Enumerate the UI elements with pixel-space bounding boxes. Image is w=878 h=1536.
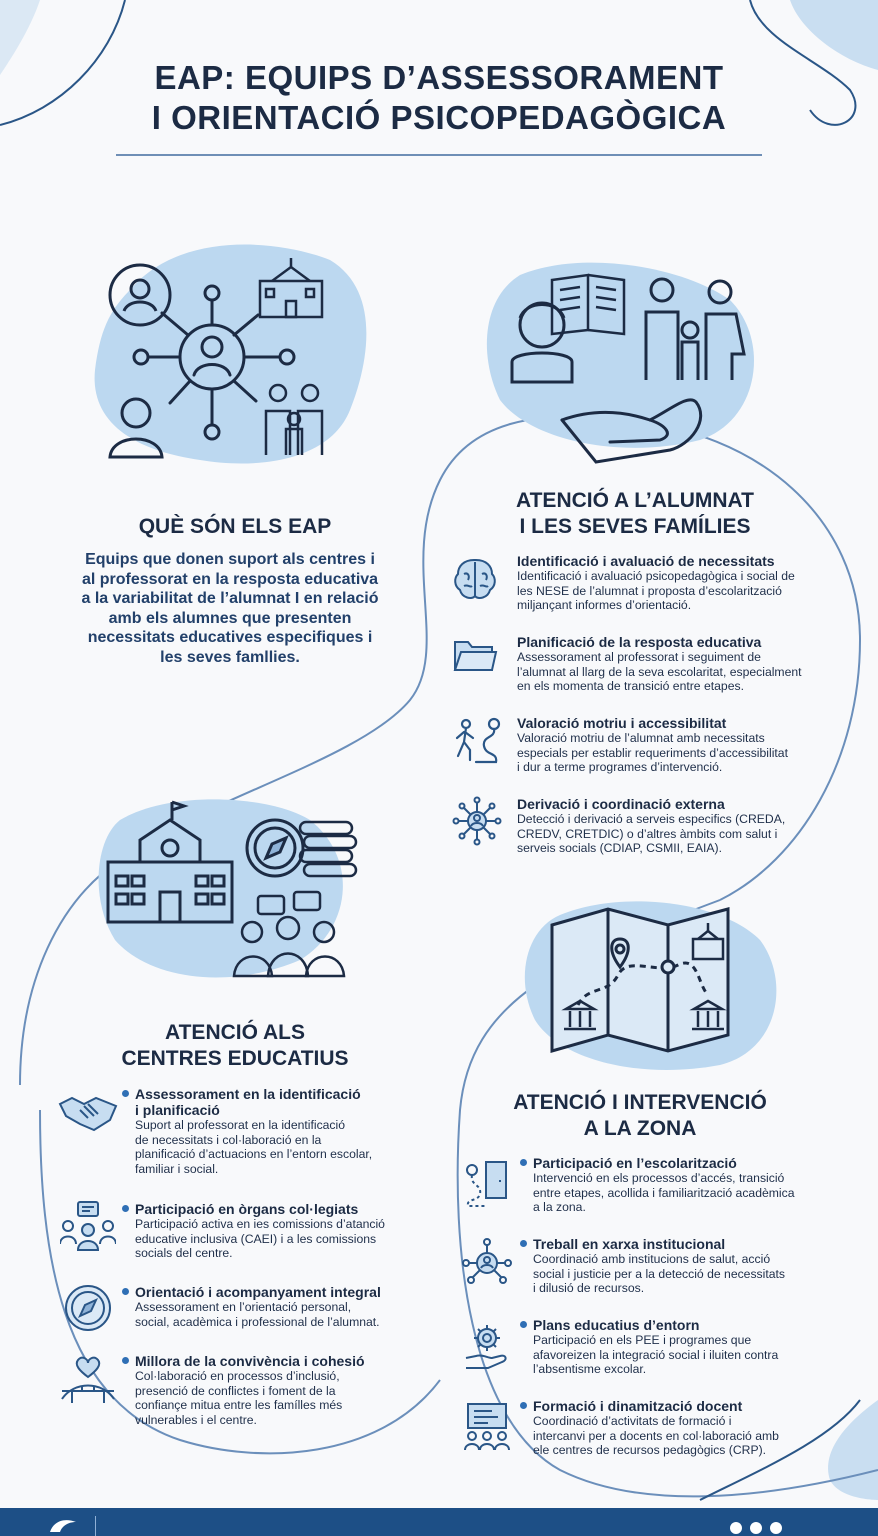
compass-icon: [247, 820, 303, 876]
item-text: Participació en els PEE i programes que: [533, 1333, 752, 1347]
item-text: social i justicie per a la detecció de necessitats: [533, 1266, 786, 1281]
item-text: Assessorament en l’orientació personal,: [135, 1300, 352, 1314]
handshake-icon: [58, 1090, 118, 1134]
alumnat-heading-line: ATENCIÓ A L’ALUMNAT: [516, 489, 754, 512]
centres-item: [122, 1086, 432, 1176]
centres-item: [122, 1353, 432, 1427]
item-text: educative inclusiva (CAEI) i a les comissions: [135, 1231, 377, 1246]
door-path-icon: [462, 1158, 512, 1208]
item-text: planificació d’actuacions en l’entorn escolar,: [135, 1147, 373, 1162]
footer-divider: [95, 1516, 96, 1536]
item-title: Participació en l’escolarització: [520, 1155, 840, 1171]
map-icon: [548, 905, 748, 1055]
walking-path-icon: [452, 716, 502, 766]
student-icon: [512, 303, 572, 382]
intro-line: Equips que donen suport als centres i: [85, 551, 375, 568]
family-icon: [646, 279, 744, 380]
open-hand-icon: [562, 400, 701, 462]
item-text: familiar i social.: [135, 1161, 219, 1176]
item-title: Treball en xarxa institucional: [520, 1236, 840, 1252]
item-text: CREDV, CRETDIC) o d’altres àmbits com salut i: [517, 826, 778, 841]
title-line-2: I ORIENTACIÓ PSICOPEDAGÒGICA: [151, 99, 727, 136]
item-text: Coordinació d’activitats de formació i: [533, 1414, 732, 1428]
zona-item: [520, 1317, 840, 1377]
item-text: entre etapes, acollida i familiarització acadèmica: [533, 1185, 795, 1200]
item-text: Suport al professorat en la identificació: [135, 1118, 346, 1132]
item-text: les NESE de l’alumnat i proposta d’escolarització: [517, 583, 782, 598]
alumnat-item: [517, 796, 847, 856]
network-icon: [100, 255, 340, 465]
school-icon: [260, 258, 322, 317]
intro-line: necessitats educatives especifiques i: [87, 629, 373, 646]
item-text: Identificació i avaluació psicopedagògica i social de: [517, 569, 795, 583]
item-text: ele centres de recursos pedagògics (CRP).: [533, 1443, 767, 1458]
item-text: l’alumnat al llarg de la seva escolaritat, especialment: [517, 664, 802, 679]
item-text: Assessorament al professorat i seguiment de: [517, 650, 761, 664]
alumnat-item: [517, 715, 847, 775]
zona-item: [520, 1155, 840, 1215]
item-text: a la zona.: [533, 1200, 586, 1215]
alumnat-heading: [470, 488, 800, 540]
heart-bridge-icon: [60, 1355, 116, 1409]
item-title: Participació en òrgans col·legiats: [122, 1201, 432, 1217]
zona-item: [520, 1236, 840, 1296]
item-title: Assessorament en la identificació: [122, 1086, 432, 1102]
item-text: Detecció i derivació a serveis especifics (CREDA,: [517, 812, 786, 826]
title-line-1: EAP: EQUIPS D’ASSESSORAMENT: [154, 59, 724, 96]
item-text: Valoració motriu de l’alumnat amb necessitats: [517, 731, 765, 745]
books-icon: [300, 822, 356, 876]
logo-icon: [46, 1514, 80, 1534]
item-title: Plans educatius d’entorn: [520, 1317, 840, 1333]
teacher-icon: [110, 399, 162, 457]
school-building-icon: [108, 802, 232, 922]
centres-item: [122, 1284, 432, 1329]
gear-hand-icon: [462, 1320, 512, 1370]
group-discussion-icon: [234, 892, 344, 976]
item-text: confiançe mitua entre les famílles més: [135, 1398, 343, 1413]
que-son-description: [60, 550, 400, 667]
footer-bar: [0, 1508, 878, 1536]
network-hub-icon: [462, 1238, 512, 1288]
item-text: intercanvi per a docents en col·laboració amb: [533, 1428, 779, 1443]
que-son-heading: QUÈ SÓN ELS EAP: [138, 515, 332, 538]
zona-heading-line: ATENCIÓ I INTERVENCIÓ: [513, 1091, 767, 1114]
item-title: Valoració motriu i accessibilitat: [517, 715, 727, 731]
dots-icon: [728, 1518, 788, 1534]
centres-heading-line: CENTRES EDUCATIUS: [121, 1047, 349, 1070]
item-text: social, acadèmica i professional de l’alumnat.: [135, 1314, 380, 1329]
zona-heading: [470, 1090, 810, 1142]
intro-line: amb els alumnes que presenten: [108, 609, 352, 627]
folder-icon: [452, 636, 498, 676]
item-text: de necessitats i col·laboració en la: [135, 1132, 322, 1147]
item-title: Formació i dinamització docent: [520, 1398, 840, 1414]
title-divider: [116, 154, 762, 156]
compass-icon: [64, 1284, 112, 1332]
person-icon: [110, 265, 170, 325]
centres-illustration: [100, 800, 360, 985]
alumnat-item: [517, 634, 847, 694]
item-text: i dilusió de recursos.: [533, 1281, 645, 1296]
item-text: serveis socials (CDIAP, CSMII, EAIA).: [517, 841, 722, 856]
item-title: Millora de la convivència i cohesió: [122, 1353, 432, 1369]
item-text: vulnerables i el centre.: [135, 1412, 257, 1427]
centres-item: [122, 1201, 432, 1261]
item-text: miljançant informes d’orientació.: [517, 598, 692, 613]
committee-icon: [60, 1200, 116, 1254]
page-title: [0, 58, 878, 138]
item-text: afavoreizen la integració social i iluiten contra: [533, 1347, 779, 1362]
zona-item: [520, 1398, 840, 1458]
item-text: en els momenta de transició entre etapes.: [517, 679, 744, 694]
item-text: Col·laboració en processos d’inclusió,: [135, 1369, 340, 1383]
family-icon: [266, 385, 322, 455]
zona-heading-line: A LA ZONA: [583, 1117, 697, 1140]
item-title: Derivació i coordinació externa: [517, 796, 725, 812]
centres-heading-line: ATENCIÓ ALS: [165, 1021, 305, 1044]
item-title: i planificació: [135, 1102, 220, 1118]
item-title: Planificació de la resposta educativa: [517, 634, 762, 650]
alumnat-item: [517, 553, 847, 613]
training-board-icon: [462, 1402, 512, 1452]
item-text: socials del centre.: [135, 1246, 233, 1261]
item-text: Coordinació amb institucions de salut, acció: [533, 1252, 771, 1266]
intro-line: al professorat en la resposta educativa: [81, 570, 379, 588]
alumnat-heading-line: I LES SEVES FAMÍLIES: [519, 515, 751, 538]
item-text: l’absentisme excolar.: [533, 1362, 647, 1377]
student-family-illustration: [500, 270, 760, 470]
item-text: Intervenció en els processos d’accés, transició: [533, 1171, 785, 1185]
intro-line: a la variabilitat de l’alumnat I en relació: [81, 590, 379, 607]
network-hub-icon: [452, 796, 502, 846]
item-text: Participació activa en ies comissions d’atanció: [135, 1217, 385, 1231]
brain-icon: [452, 556, 498, 602]
centres-heading: [70, 1020, 400, 1072]
item-title: Identificació i avaluació de necessitats: [517, 553, 775, 569]
item-text: presenció de conflictes i foment de la: [135, 1383, 336, 1398]
intro-line: les seves famllies.: [160, 648, 300, 666]
item-text: i dur a terme programes d’intervenció.: [517, 760, 723, 775]
item-text: especials per establir requeriments d’accessibilitat: [517, 745, 788, 760]
item-title: Orientació i acompanyament integral: [122, 1284, 432, 1300]
